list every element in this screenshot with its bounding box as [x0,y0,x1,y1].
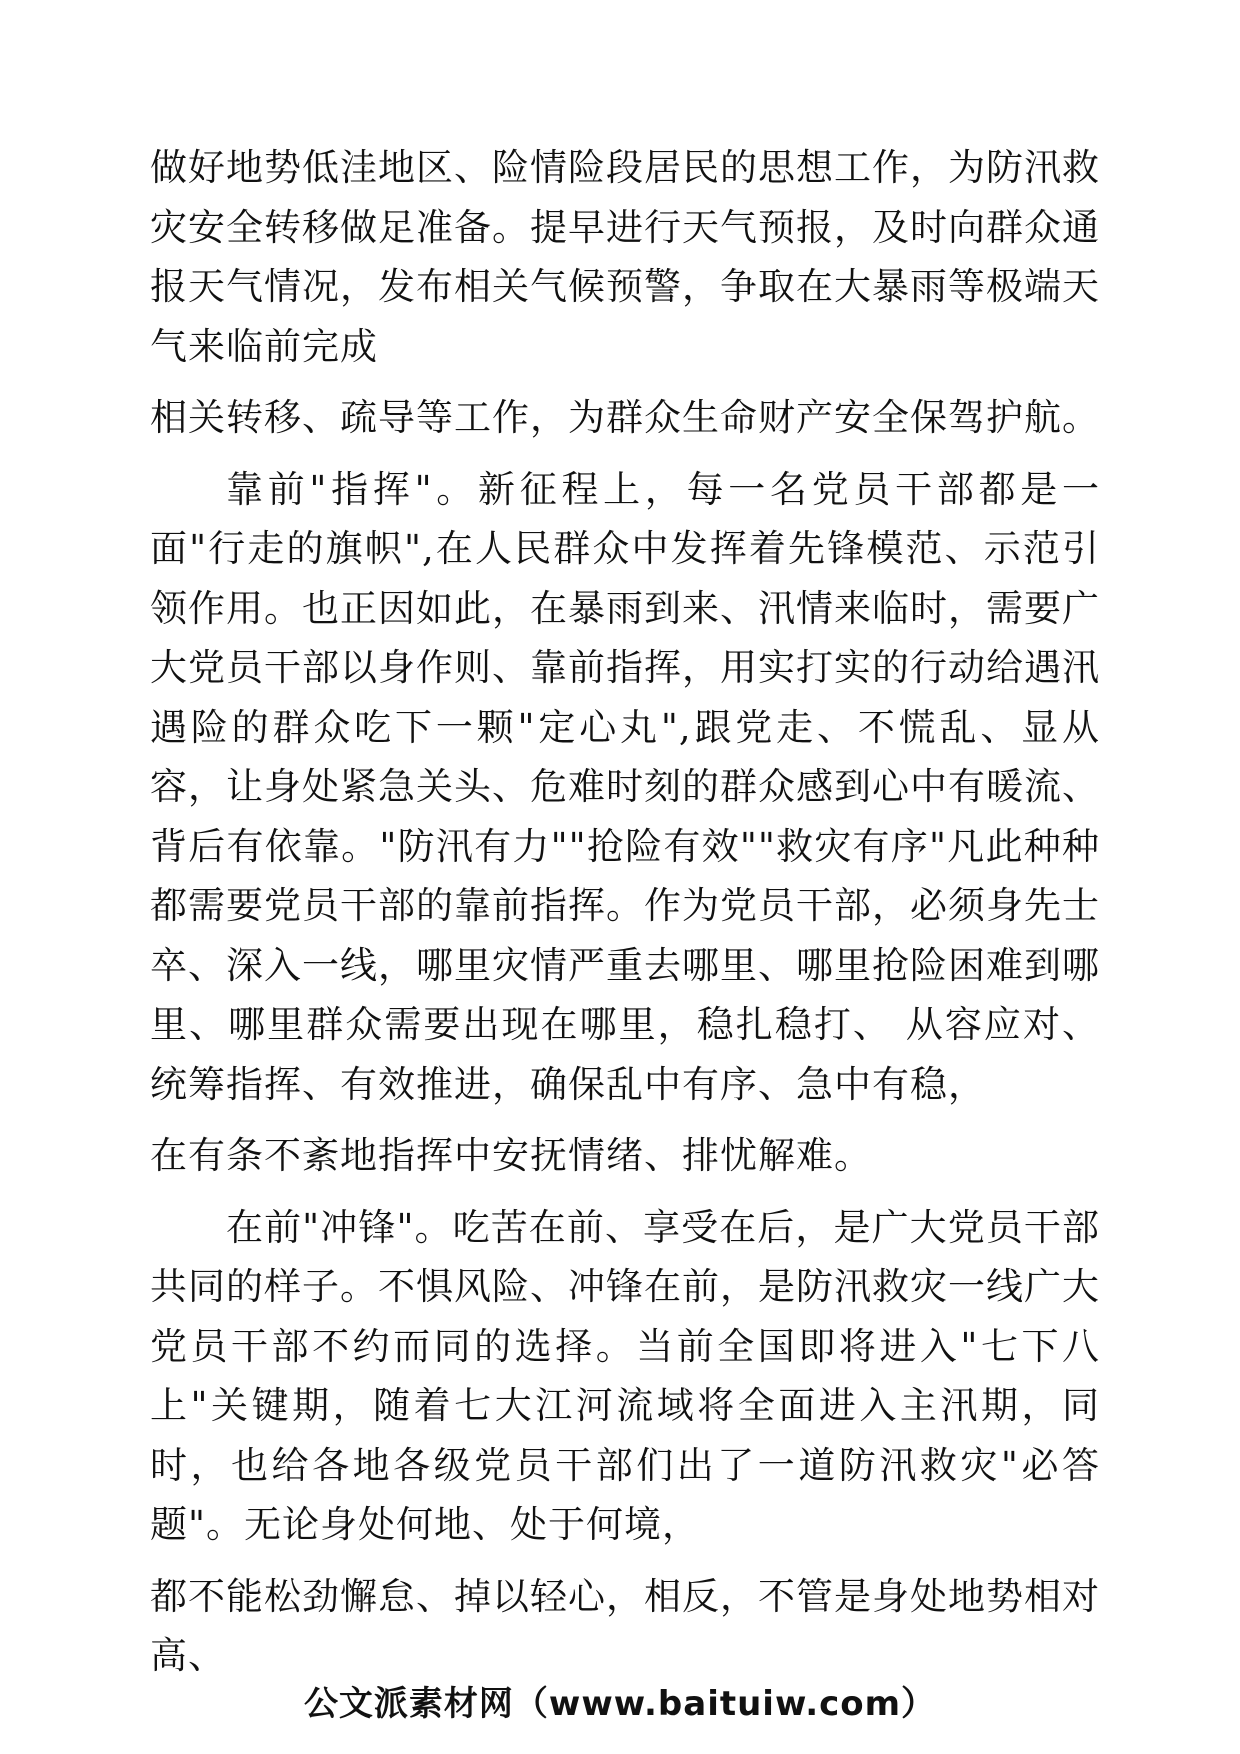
document-body [150,138,1100,1686]
paragraph-evacuation-prep: 做好地势低洼地区、险情险段居民的思想工作，为防汛救灾安全转移做足准备。提早进行天气预报，及时向群众通报天气情况，发布相关气候预警，争取在大暴雨等极端天气来临前完成 [150,146,1100,368]
page-footer-source: 公文派素材网（www.baituiw.com） [303,1684,937,1724]
paragraph-charge-continue: 都不能松劲懈怠、掉以轻心，相反，不管是身处地势相对高、 [150,1574,1100,1677]
paragraph-command-end: 在有条不紊地指挥中安抚情绪、排忧解难。 [150,1134,872,1177]
paragraph-command-forward: 靠前"指挥"。新征程上，每一名党员干部都是一面"行走的旗帜",在人民群众中发挥着先锋模范、示范引领作用。也正因如此，在暴雨到来、汛情来临时，需要广大党员干部以身作则、靠前指挥，用实打实的行动给遇汛遇险的群众吃下一颗"定心丸",跟党走、不慌乱、显从容，让身处紧急关头、危难时刻的群众感到心中有暖流、背后有依靠。"防汛有力""抢险有效""救灾有序"凡此种种都需要党员干部的靠前指挥。作为党员干部，必须身先士卒、深入一线，哪里灾情严重去哪里、哪里抢险困难到哪里、哪里群众需要出现在哪里，稳扎稳打、 从容应对、统筹指挥、有效推进，确保乱中有序、急中有稳， [150,467,1100,1106]
paragraph-charge-forward: 在前"冲锋"。吃苦在前、享受在后，是广大党员干部共同的样子。不惧风险、冲锋在前，是防汛救灾一线广大党员干部不约而同的选择。当前全国即将进入"七下八上"关键期，随着七大江河流域将全面进入主汛期，同时，也给各地各级党员干部们出了一道防汛救灾"必答题"。无论身处何地、处于何境， [150,1205,1100,1546]
paragraph-evacuation-end: 相关转移、疏导等工作，为群众生命财产安全保驾护航。 [150,396,1100,439]
